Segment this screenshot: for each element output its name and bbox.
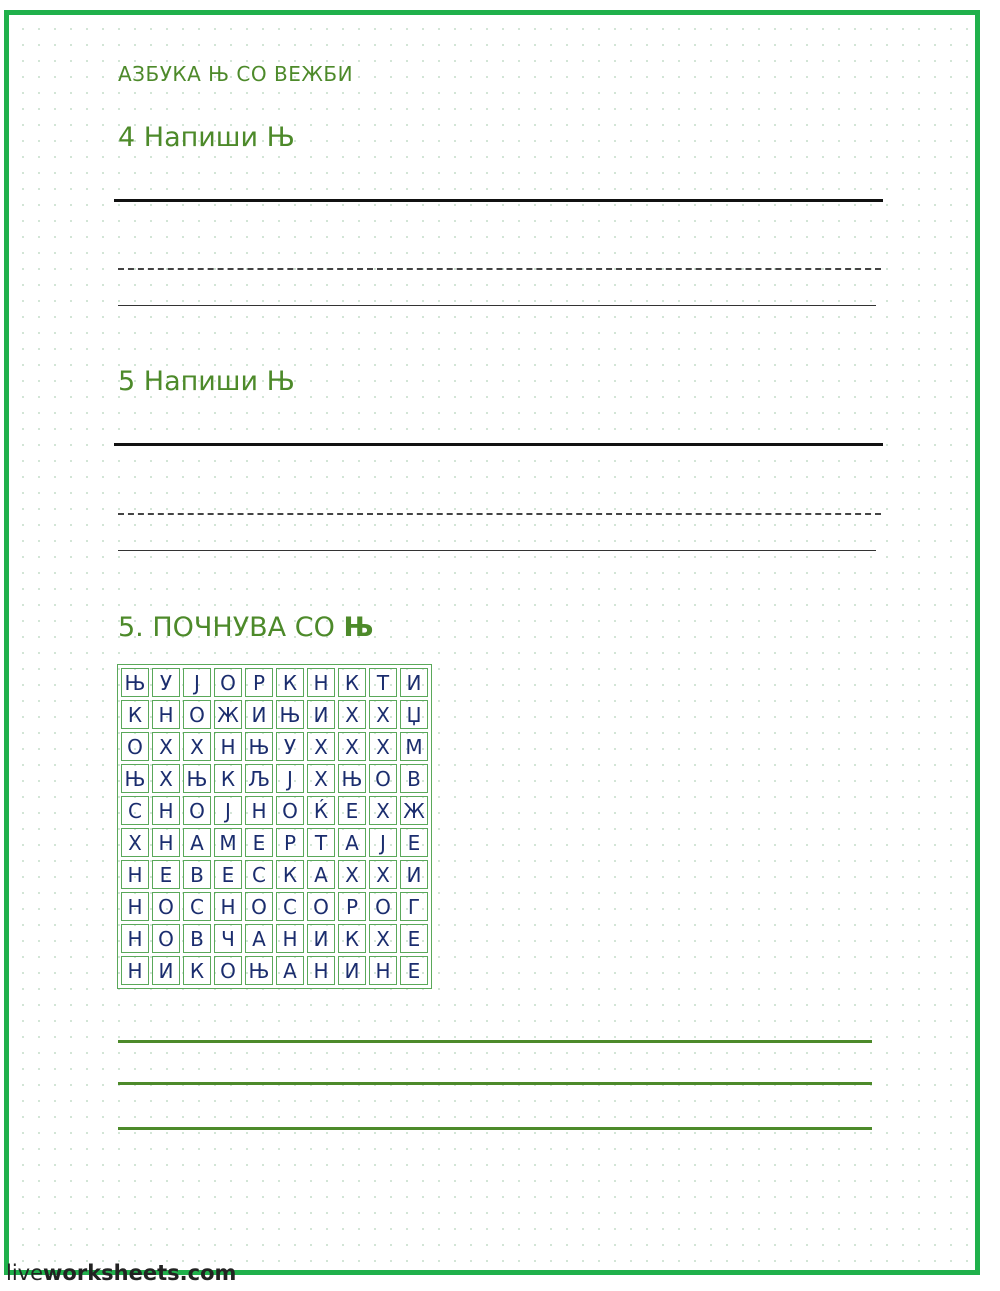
grid-cell[interactable]: Њ [121,764,149,793]
grid-cell[interactable]: Ј [214,796,242,825]
grid-cell[interactable]: Т [307,828,335,857]
logo-prefix: live [6,1261,44,1285]
grid-cell[interactable]: А [338,828,366,857]
grid-cell[interactable]: С [121,796,149,825]
grid-cell[interactable]: Н [276,924,304,953]
grid-row [121,892,428,921]
grid-cell[interactable]: М [400,732,428,761]
grid-cell[interactable]: О [121,732,149,761]
grid-cell[interactable]: Ж [214,700,242,729]
grid-row [121,764,428,793]
grid-row [121,956,428,985]
grid-cell[interactable]: В [183,924,211,953]
grid-cell[interactable]: У [152,668,180,697]
grid-cell[interactable]: Е [400,956,428,985]
grid-cell[interactable]: Ј [276,764,304,793]
grid-cell[interactable]: И [307,700,335,729]
grid-cell[interactable]: Х [121,828,149,857]
grid-cell[interactable]: Х [369,732,397,761]
grid-cell[interactable]: Х [338,732,366,761]
grid-row [121,700,428,729]
grid-cell[interactable]: Ќ [307,796,335,825]
grid-cell[interactable]: Њ [183,764,211,793]
writing-line-dashed-4 [118,268,881,270]
grid-cell[interactable]: Е [338,796,366,825]
grid-cell[interactable]: Н [369,956,397,985]
grid-cell[interactable]: М [214,828,242,857]
grid-row [121,924,428,953]
grid-cell[interactable]: Р [245,668,273,697]
grid-cell[interactable]: И [245,700,273,729]
logo-brand: worksheets.com [43,1261,237,1285]
section-5-heading: 5 Напиши Њ [118,366,295,397]
grid-cell[interactable]: Х [307,764,335,793]
grid-cell[interactable]: Р [276,828,304,857]
grid-cell[interactable]: К [121,700,149,729]
grid-row [121,828,428,857]
wordsearch-heading [118,612,374,643]
grid-cell[interactable]: Е [400,924,428,953]
grid-cell[interactable]: И [400,860,428,889]
wordsearch-heading-text: 5. ПОЧНУВА СО [118,612,344,643]
grid-cell[interactable]: Е [245,828,273,857]
grid-cell[interactable]: Њ [276,700,304,729]
grid-cell[interactable]: Њ [245,732,273,761]
grid-cell[interactable]: О [214,956,242,985]
grid-cell[interactable]: О [152,892,180,921]
grid-cell[interactable]: Н [214,732,242,761]
grid-cell[interactable]: И [400,668,428,697]
grid-cell[interactable]: К [338,668,366,697]
grid-cell[interactable]: О [369,892,397,921]
grid-cell[interactable]: А [276,956,304,985]
grid-cell[interactable]: У [276,732,304,761]
grid-cell[interactable]: И [338,956,366,985]
writing-line-dashed-5 [118,513,881,515]
grid-cell[interactable]: О [214,668,242,697]
grid-cell[interactable]: Н [152,796,180,825]
grid-cell[interactable]: Ж [400,796,428,825]
grid-cell[interactable]: Г [400,892,428,921]
grid-cell[interactable]: Е [400,828,428,857]
grid-cell[interactable]: Н [214,892,242,921]
grid-cell[interactable]: Х [369,860,397,889]
grid-cell[interactable]: Х [183,732,211,761]
grid-cell[interactable]: К [338,924,366,953]
grid-cell[interactable]: Н [152,828,180,857]
grid-cell[interactable]: Џ [400,700,428,729]
answer-line-2[interactable] [118,1082,872,1085]
grid-cell[interactable]: Љ [245,764,273,793]
grid-cell[interactable]: К [183,956,211,985]
grid-cell[interactable]: К [276,668,304,697]
grid-cell[interactable]: О [183,796,211,825]
grid-cell[interactable]: Х [338,700,366,729]
grid-cell[interactable]: А [307,860,335,889]
grid-cell[interactable]: О [183,700,211,729]
grid-cell[interactable]: Т [369,668,397,697]
grid-cell[interactable]: Н [307,668,335,697]
section-4-heading: 4 Напиши Њ [118,122,295,153]
grid-row [121,860,428,889]
grid-cell[interactable]: В [400,764,428,793]
worksheet-title: АЗБУКА Њ СО ВЕЖБИ [118,62,354,86]
grid-cell[interactable]: О [276,796,304,825]
grid-cell[interactable]: Х [152,764,180,793]
grid-cell[interactable]: Њ [121,668,149,697]
wordsearch-heading-letter: Њ [343,612,374,643]
grid-cell[interactable]: Н [121,860,149,889]
grid-cell[interactable]: Р [338,892,366,921]
grid-cell[interactable]: Е [214,860,242,889]
grid-cell[interactable]: О [245,892,273,921]
grid-cell[interactable]: Ч [214,924,242,953]
writing-line-top-4 [114,199,883,202]
grid-row [121,668,428,697]
answer-line-1[interactable] [118,1040,872,1043]
writing-line-base-4 [118,305,876,306]
grid-cell[interactable]: Н [121,892,149,921]
grid-cell[interactable]: Н [121,956,149,985]
liveworksheets-logo [6,1261,236,1285]
grid-cell[interactable]: И [307,924,335,953]
grid-cell[interactable]: С [183,892,211,921]
grid-cell[interactable]: Ј [183,668,211,697]
grid-cell[interactable]: Х [369,700,397,729]
grid-cell[interactable]: О [307,892,335,921]
grid-cell[interactable]: О [152,924,180,953]
grid-cell[interactable]: С [245,860,273,889]
grid-cell[interactable]: А [183,828,211,857]
grid-cell[interactable]: Х [369,796,397,825]
grid-cell[interactable]: А [245,924,273,953]
grid-cell[interactable]: О [369,764,397,793]
grid-cell[interactable]: Н [245,796,273,825]
grid-cell[interactable]: Х [369,924,397,953]
grid-cell[interactable]: Х [338,860,366,889]
grid-cell[interactable]: Х [307,732,335,761]
grid-cell[interactable]: К [276,860,304,889]
wordsearch-grid [117,664,432,989]
grid-cell[interactable]: Х [152,732,180,761]
grid-cell[interactable]: Н [152,700,180,729]
grid-cell[interactable]: Н [121,924,149,953]
grid-cell[interactable]: Н [307,956,335,985]
grid-cell[interactable]: Е [152,860,180,889]
grid-cell[interactable]: С [276,892,304,921]
grid-cell[interactable]: К [214,764,242,793]
grid-row [121,732,428,761]
answer-line-3[interactable] [118,1127,872,1130]
grid-cell[interactable]: Ј [369,828,397,857]
grid-cell[interactable]: В [183,860,211,889]
grid-cell[interactable]: Њ [245,956,273,985]
grid-cell[interactable]: Њ [338,764,366,793]
writing-line-top-5 [114,443,883,446]
grid-cell[interactable]: И [152,956,180,985]
grid-row [121,796,428,825]
writing-line-base-5 [118,550,876,551]
